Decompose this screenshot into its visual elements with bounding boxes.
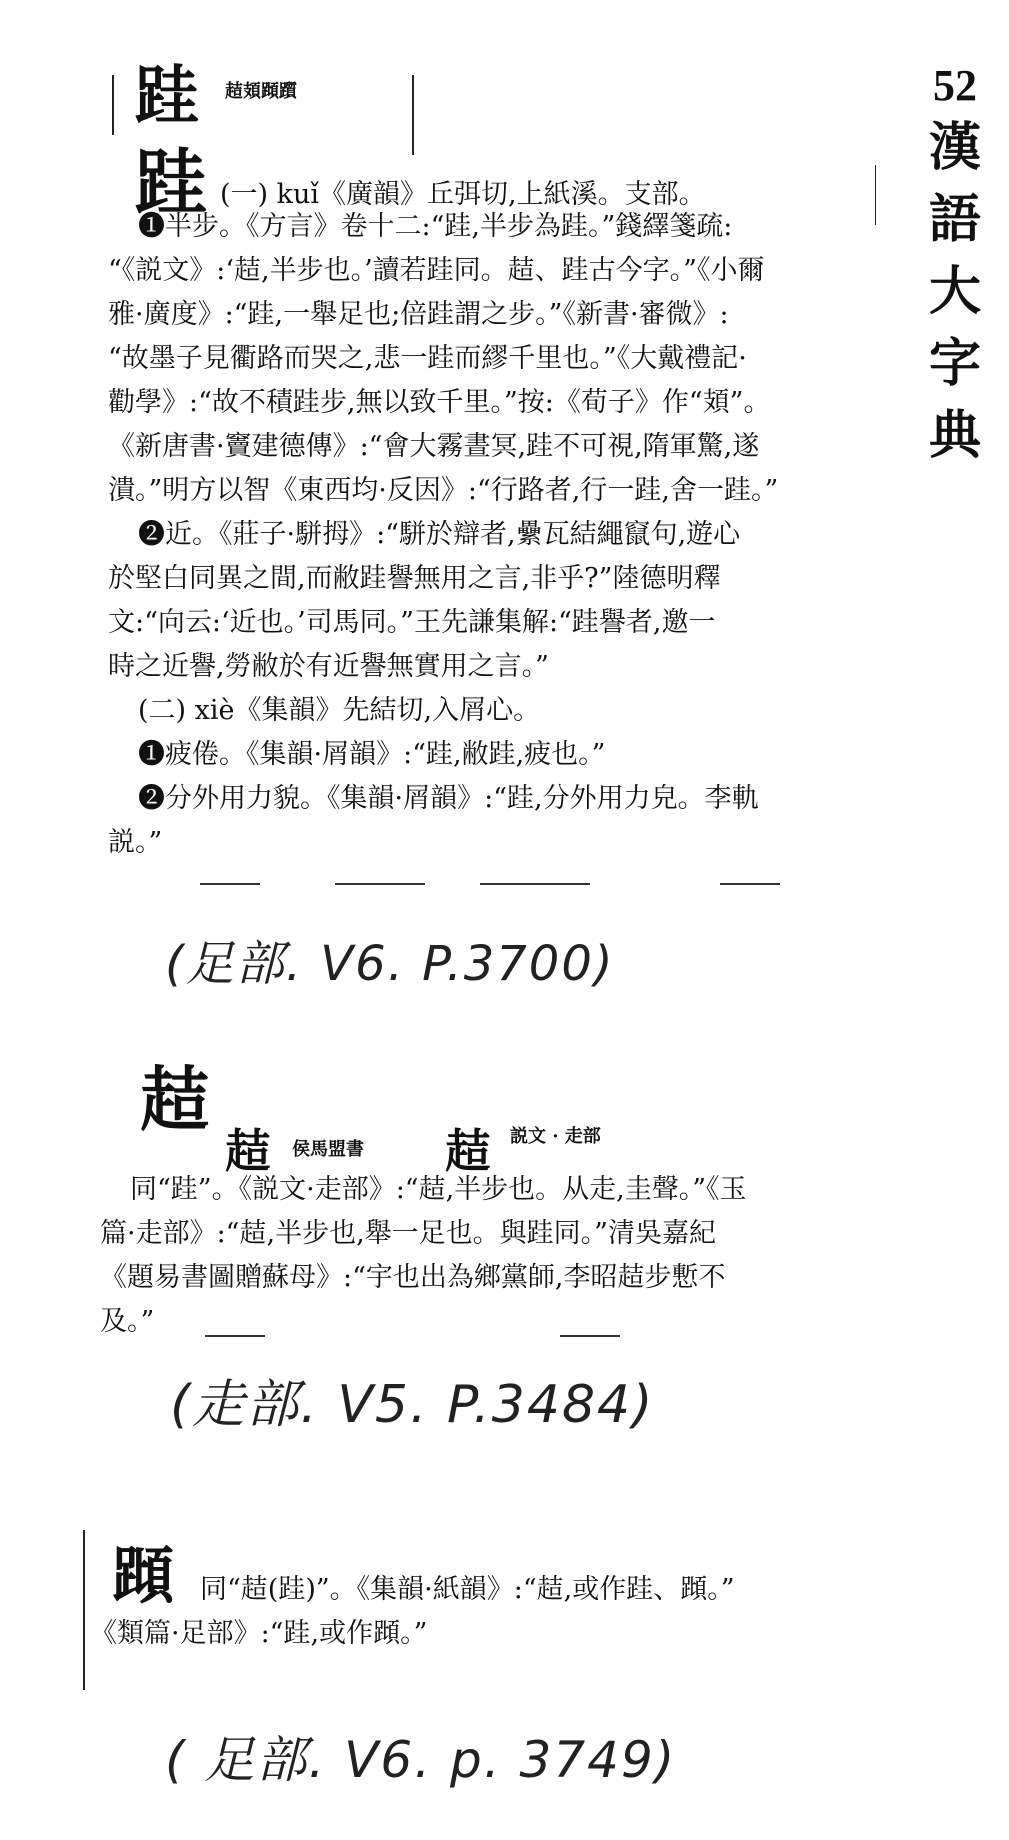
sidebar-title-char: 字 [928,333,981,394]
margin-line [83,1530,85,1690]
sidebar-title-char: 典 [928,405,981,466]
seal-source-label: 侯馬盟書 [292,1139,364,1160]
seal-source-label: 説文 · 走部 [510,1126,601,1147]
text-line: 於堅白同異之間,而敝跬譽無用之言,非乎?”陸德明釋 [108,563,721,594]
variant-characters: 趌頍蹞躓 [225,81,297,102]
text-line: 説。” [108,827,163,858]
seal-script-char: 趌 [225,1124,271,1178]
entry-2-body [100,1168,880,1344]
handwritten-note: (走部. V5. P.3484) [170,1375,655,1435]
text-line: ❷分外用力貌。《集韻·屑韻》:“跬,分外用力皃。李軌 [138,783,759,814]
text-line: “《説文》:‘趌,半步也。’讀若跬同。趌、跬古今字。”《小爾 [108,255,765,286]
text-line: ❶半步。《方言》卷十二:“跬,半步為跬。”錢繹箋疏: [138,211,733,242]
head-character: 蹞 [112,1539,175,1612]
sidebar-title-char: 漢 [928,117,981,178]
text-line: 雅·廣度》:“跬,一舉足也;倍跬謂之步。”《新書·審微》: [108,299,729,330]
text-line: 同“趌(跬)”。《集韻·紙韻》:“趌,或作跬、蹞。” [200,1574,735,1605]
text-line: 篇·走部》:“趌,半步也,舉一足也。與跬同。”清吳嘉紀 [100,1218,716,1249]
head-character: 跬 [135,59,199,134]
text-line: 《題易書圖贈蘇母》:“宇也出為鄉黨師,李昭趌步慙不 [100,1262,726,1293]
separator-dash [205,1335,265,1337]
text-line: 文:“向云:‘近也。’司馬同。”王先謙集解:“跬譽者,邀一 [108,607,716,638]
text-line: 及。” [100,1306,155,1337]
head-character-large: 跬 [135,140,208,225]
sidebar-title-char: 大 [928,261,981,322]
handwritten-note: (足部. V6. P.3700) [165,936,615,992]
pronunciation-header: (一) kuǐ《廣韻》丘弭切,上紙溪。支部。 [220,179,706,210]
separator-dash [720,883,780,885]
separator-dash [480,883,590,885]
text-line: “故墨子見衢路而哭之,悲一跬而繆千里也。”《大戴禮記· [108,343,747,374]
separator-dash [200,883,260,885]
sidebar-title-char: 語 [928,189,981,250]
margin-line [112,75,114,135]
text-line: 勸學》:“故不積跬步,無以致千里。”按:《荀子》作“頍”。 [108,387,771,418]
text-line: 《新唐書·竇建德傳》:“會大霧晝冥,跬不可視,隋軍驚,遂 [108,431,760,462]
text-line: 同“跬”。《説文·走部》:“趌,半步也。从走,圭聲。”《玉 [130,1174,747,1205]
dictionary-sidebar [915,60,995,472]
pronunciation-2-header: (二) xiè《集韻》先結切,入屑心。 [138,695,541,726]
entry-3-body [90,1568,880,1656]
page-number: 52 [933,61,977,110]
text-line: 時之近譽,勞敝於有近譽無實用之言。” [108,651,549,682]
text-line: 潰。”明方以智《東西均·反因》:“行路者,行一跬,舍一跬。” [108,475,779,506]
seal-script-char: 趌 [445,1124,491,1178]
text-line: ❶疲倦。《集韻·屑韻》:“跬,敝跬,疲也。” [138,739,606,770]
handwritten-note: ( 足部. V6. p. 3749) [165,1731,677,1789]
separator-dash [560,1335,620,1337]
head-character: 趌 [140,1058,210,1141]
text-line: 《類篇·足部》:“跬,或作蹞。” [90,1618,428,1649]
text-line: ❷近。《莊子·駢拇》:“駢於辯者,纍瓦結繩竄句,遊心 [138,519,741,550]
separator-dash [335,883,425,885]
sense-1-block [108,205,878,865]
